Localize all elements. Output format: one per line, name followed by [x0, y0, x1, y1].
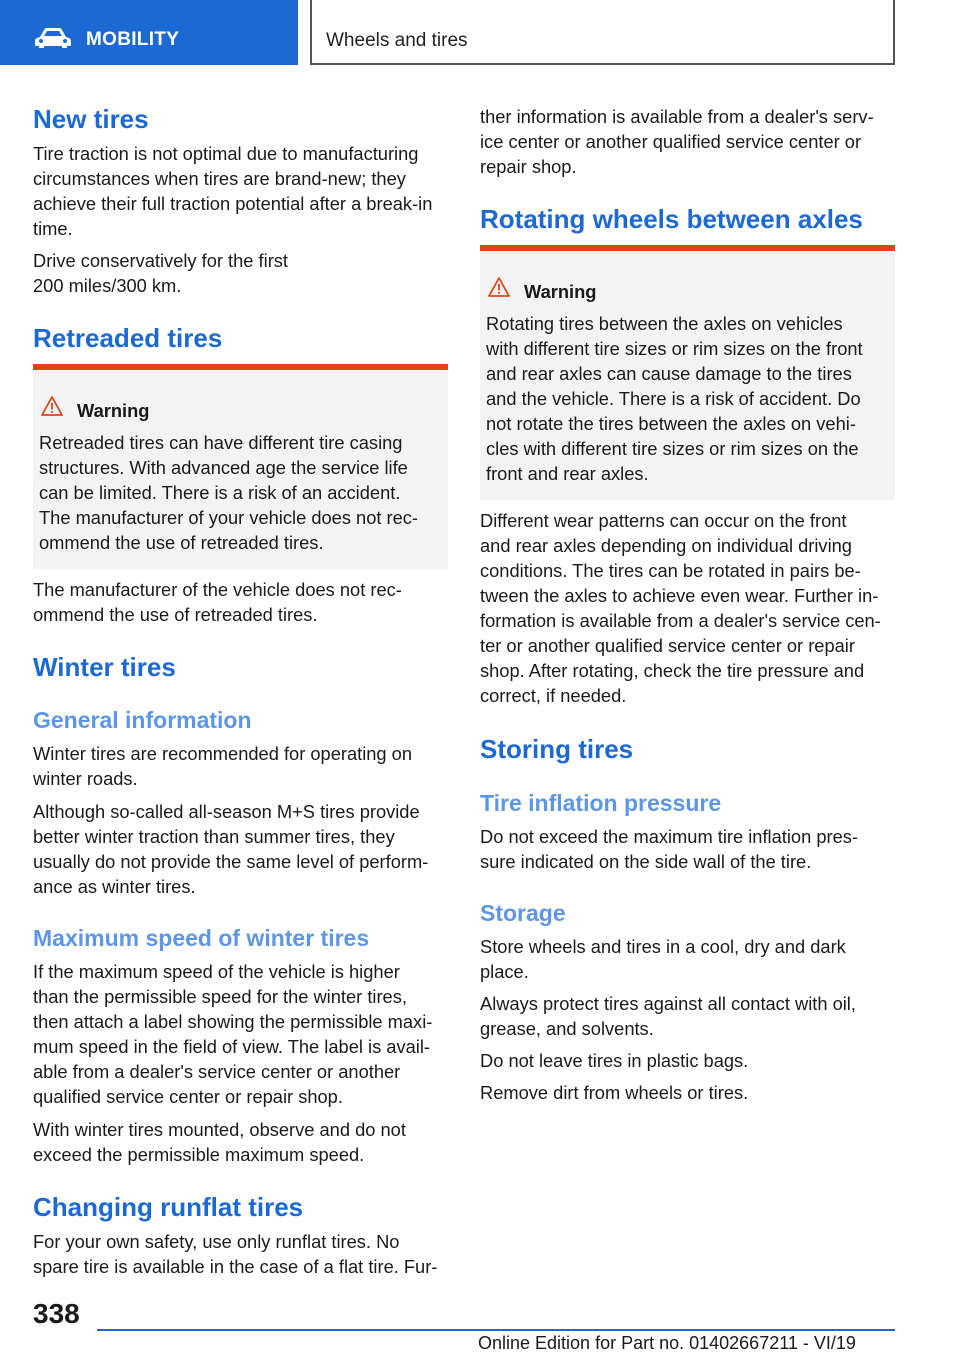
heading-changing-runflat-tires: Changing runflat tires: [33, 1192, 304, 1222]
text-line: correct, if needed.: [480, 685, 627, 706]
text-line: then attach a label showing the permissible maxi‐: [33, 1011, 433, 1032]
warning-text: front and rear axles.: [486, 463, 649, 484]
heading-storage: Storage: [480, 900, 566, 926]
text-line: Always protect tires against all contact with oil,: [480, 993, 856, 1014]
text-line: shop. After rotating, check the tire pressure and: [480, 660, 865, 681]
heading-new-tires: New tires: [33, 104, 149, 134]
text-line: and rear axles depending on individual driving: [480, 535, 852, 556]
text-line: Different wear patterns can occur on the front: [480, 510, 847, 531]
text-line: For your own safety, use only runflat tires. No: [33, 1231, 400, 1252]
text-line: formation is available from a dealer's service cen‐: [480, 610, 881, 631]
text-line: better winter traction than summer tires, they: [33, 826, 395, 847]
heading-winter-tires: Winter tires: [33, 652, 176, 682]
warning-text: with different tire sizes or rim sizes on the front: [486, 338, 863, 359]
warning-triangle-icon: [41, 396, 63, 416]
warning-title: Warning: [77, 400, 150, 421]
warning-box: [480, 245, 895, 500]
text-line: Remove dirt from wheels or tires.: [480, 1082, 749, 1103]
section-tab-label: MOBILITY: [86, 29, 180, 50]
warning-text: structures. With advanced age the service life: [39, 457, 408, 478]
warning-text: The manufacturer of your vehicle does not rec‐: [39, 507, 419, 528]
text-line: Store wheels and tires in a cool, dry and dark: [480, 936, 846, 957]
heading-retreaded-tires: Retreaded tires: [33, 323, 223, 353]
warning-text: cles with different tire sizes or rim sizes on the: [486, 438, 859, 459]
text-line: ance as winter tires.: [33, 876, 196, 897]
text-line: Do not exceed the maximum tire inflation pres‐: [480, 826, 858, 847]
text-line: winter roads.: [33, 768, 138, 789]
page-number: 338: [33, 1298, 80, 1329]
text-line: With winter tires mounted, observe and do not: [33, 1119, 406, 1140]
warning-text: Retreaded tires can have different tire casing: [39, 432, 403, 453]
text-line: tween the axles to achieve even wear. Further in‐: [480, 585, 879, 606]
heading-storing-tires: Storing tires: [480, 734, 634, 764]
text-line: Drive conservatively for the first: [33, 250, 289, 271]
text-line: able from a dealer's service center or another: [33, 1061, 401, 1082]
chapter-title: Wheels and tires: [326, 30, 468, 51]
warning-text: and the vehicle. There is a risk of accident. Do: [486, 388, 861, 409]
text-line: than the permissible speed for the winter tires,: [33, 986, 407, 1007]
text-line: ther information is available from a dealer's serv‐: [480, 106, 874, 127]
warning-text: ommend the use of retreaded tires.: [39, 532, 324, 553]
warning-box: [33, 364, 448, 569]
header-divider-right: [893, 0, 895, 65]
heading-rotating-wheels: Rotating wheels between axles: [480, 204, 863, 234]
warning-text: can be limited. There is a risk of an accident.: [39, 482, 401, 503]
header-divider: [310, 0, 312, 65]
text-line: place.: [480, 961, 529, 982]
text-line: repair shop.: [480, 156, 577, 177]
text-line: achieve their full traction potential after a break-in: [33, 193, 433, 214]
warning-text: not rotate the tires between the axles on vehi‐: [486, 413, 856, 434]
text-line: time.: [33, 218, 73, 239]
heading-general-information: General information: [33, 707, 252, 733]
text-line: Although so-called all-season M+S tires provide: [33, 801, 420, 822]
text-line: usually do not provide the same level of perform‐: [33, 851, 429, 872]
heading-tire-inflation-pressure: Tire inflation pressure: [480, 790, 722, 816]
text-line: Do not leave tires in plastic bags.: [480, 1050, 749, 1071]
edition-text: Online Edition for Part no. 01402667211 - VI/19: [478, 1333, 856, 1353]
text-line: exceed the permissible maximum speed.: [33, 1144, 365, 1165]
text-line: Winter tires are recommended for operating on: [33, 743, 413, 764]
text-line: circumstances when tires are brand-new; they: [33, 168, 406, 189]
header-underline: [310, 63, 895, 65]
text-line: ice center or another qualified service center or: [480, 131, 862, 152]
text-line: mum speed in the field of view. The label is avail‐: [33, 1036, 430, 1057]
text-line: The manufacturer of the vehicle does not rec‐: [33, 579, 402, 600]
text-line: sure indicated on the side wall of the tire.: [480, 851, 812, 872]
text-line: grease, and solvents.: [480, 1018, 654, 1039]
footer-rule: [97, 1329, 895, 1331]
text-line: If the maximum speed of the vehicle is higher: [33, 961, 400, 982]
warning-text: and rear axles can cause damage to the tires: [486, 363, 852, 384]
warning-title: Warning: [524, 281, 597, 302]
text-line: ommend the use of retreaded tires.: [33, 604, 318, 625]
text-line: ter or another qualified service center or repair: [480, 635, 855, 656]
text-line: Tire traction is not optimal due to manufacturing: [33, 143, 419, 164]
car-icon: [34, 27, 72, 49]
warning-text: Rotating tires between the axles on vehicles: [486, 313, 843, 334]
text-line: qualified service center or repair shop.: [33, 1086, 343, 1107]
section-tab: [0, 0, 298, 65]
text-line: conditions. The tires can be rotated in pairs be‐: [480, 560, 861, 581]
heading-maximum-speed: Maximum speed of winter tires: [33, 925, 370, 951]
text-line: spare tire is available in the case of a flat tire. Fur‐: [33, 1256, 438, 1277]
warning-triangle-icon: [488, 277, 510, 297]
text-line: 200 miles/300 km.: [33, 275, 182, 296]
